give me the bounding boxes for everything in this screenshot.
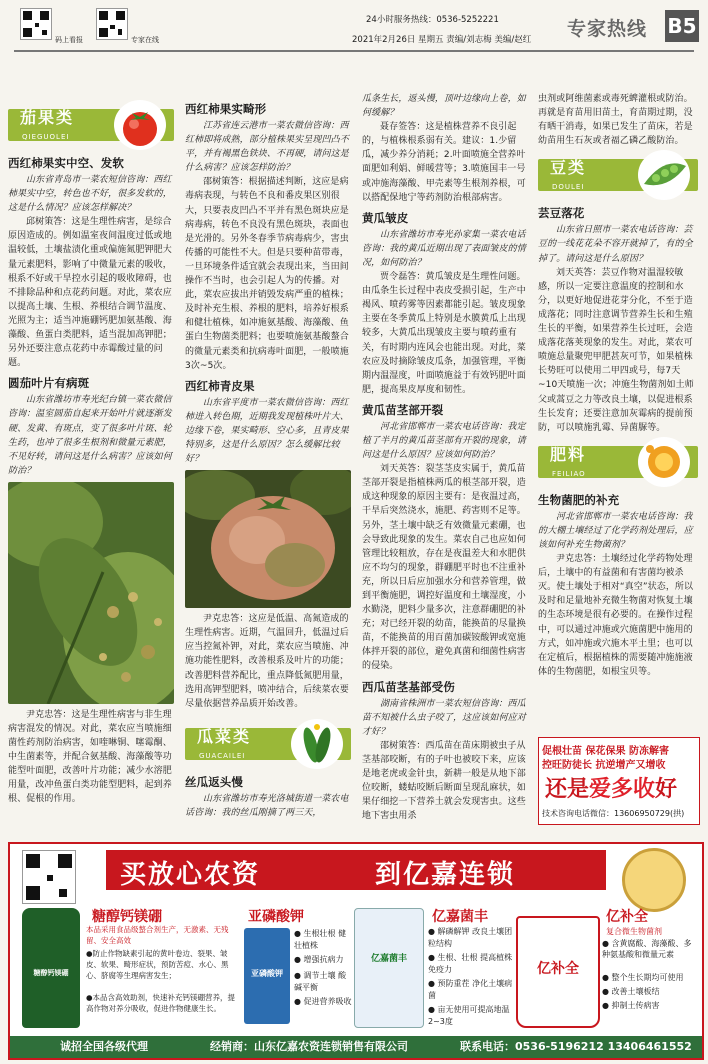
promo-contact: 技术咨询电话微信：13606950729(拱) [542,809,685,818]
section-banner-qieguolei [8,100,174,150]
bottle-label: 糖醇钙镁硼 [33,969,69,977]
dateline: 2021年2月26日 星期五 责编/刘志梅 美编/赵红 [352,35,532,45]
product-bullet: ● 增强抗病力 [294,955,344,964]
article-title: 西红柿青皮果 [185,378,255,393]
column-3 [362,92,528,823]
article-question: 山东省平度市一菜农微信咨询：西红柿进入转色期，近期我发现植株叶片大、边缘下卷，果实畸形、空心多，且青皮果特别多，这是什么原因？怎么缓解比较好？ [185,397,349,465]
article-question: 山东省潍坊市寿光孙家集一菜农电话咨询：我的黄瓜近期出现了表面皱皮的情况，如何防治？ [362,229,526,268]
product-tangchun[interactable] [20,902,238,1032]
cucumber-icon [291,719,343,769]
section-title: 茄果类 [20,108,75,127]
article-question: 瓜条生长，返头慢，顶叶边缘向上卷，如何缓解？ [362,94,526,119]
section-pinyin: QIEGUOLEI [22,133,70,141]
bag-label: 亚磷酸钾 [251,969,283,978]
product-bullet: ● 促进营养吸收 [294,997,352,1006]
product-bullet: ● 生根壮根 健壮植株 [294,929,347,950]
bag-label: 亿嘉菌丰 [370,954,407,964]
product-bullet: ● 预防重茬 净化土壤病菌 [428,979,513,1000]
product-bullet: ●防止作物缺素引起的黄叶卷边、裂果、皱皮、软果、畸形症状，预防苦痘、水心、黑心、脐腐等生理病害发生； [86,949,229,980]
article-title: 芸豆落花 [538,206,585,221]
article-title: 西红柿果实中空、发软 [8,156,124,170]
product-subtitle: 复合微生物菌剂 [606,927,662,936]
section-banner-doulei [538,150,698,200]
product-bullet: ●本品含高效助剂，快速补充钙镁硼营养，提高作物对养分吸收，促进作物健康生长。 [86,993,236,1013]
ad-footer-left: 诚招全国各级代理 [60,1040,148,1053]
section-pinyin: DOULEI [552,183,585,192]
article-title: 生物菌肥的补充 [538,492,620,507]
promo-brand-post: 好 [655,777,678,802]
section-title: 肥料 [550,444,587,464]
product-bullet: ● 亩无使用可提高地温2~3度 [428,1005,510,1026]
product-bullet: ● 抑制土传病害 [602,1001,660,1010]
article-title: 西瓜苗茎基部受伤 [362,679,455,694]
article-question: 山东省青岛市一菜农短信咨询：西红柿果实中空，转色也不好，很多发软的，这是什么情况？应该怎样解决？ [8,175,172,214]
qr1-label: 码上看报 [55,36,83,44]
page-number: B5 [665,10,699,42]
article-answer: 尹克忠答：这应是低温、高氮造成的生理性病害。近期，气温回升，低温过后应当控氮补钾，对此，菜农应当喷施、冲施功能性肥料，改善根系及叶片的功能；改善肥料营养配比，重点降低氮肥用量，选用高钾型肥料，喷冲结合，后续菜农要尽量依据营养品质开始改善。 [185,614,349,709]
product-bag-image [244,928,290,1024]
product-name: 糖醇钙镁硼 [92,909,162,925]
product-name: 亿嘉菌丰 [432,909,488,925]
product-name: 亿补全 [606,909,648,925]
product-bullet: ● 解磷解钾 改良土壤团粒结构 [428,927,513,948]
ad-qr-code[interactable] [22,850,76,904]
product-yibuquan[interactable] [516,902,696,1032]
article-title: 西红柿果实畸形 [185,102,267,116]
promo-line-1: 促根壮苗 保花保果 防冻解害 [542,746,669,757]
promo-line-2: 控旺防徒长 抗逆增产又增收 [542,760,666,771]
product-bottle-image [22,908,80,1028]
column-1 [8,98,174,807]
article-question: 山东省日照市一菜农电话咨询：芸豆的一线花花朵不容开就掉了，有的全掉了。请问这是什么原因？ [538,225,693,264]
qr-code-news[interactable] [20,8,52,40]
pea-pod-icon [638,150,690,200]
section-pinyin: FEILIAO [552,469,586,478]
article-answer: 聂存签答：这是植株营养不良引起的，与植株根系弱有关。建议：1.少留瓜，减少养分消耗；2.叶面喷施全营养叶面肥如利娟、鲜暖营等；3.喷施国丰一号或冲施海藻酸、甲壳素等生根剂养根，可以搭配保地宁等药剂防治根部病害。 [362,122,526,203]
article-answer: 邵树策答：西瓜苗在苗床期被虫子从茎基部咬断，有的子叶也被咬下来，应该是地老虎或金针虫，新耕一般是从地下部位咬断，蝼蛄咬断后断面呈现乱麻状，如果仔细挖一下营养土就会发现害虫。这些地下害虫用杀 [362,740,526,822]
header-rule [14,50,694,52]
product-bullet: ● 整个生长期均可使用 [602,973,684,982]
article-answer: 贾令磊答：黄瓜皱皮是生理性问题。由瓜条生长过程中表皮受损引起，生产中褐风、喷药雾等因素都能引起。皱皮现象主要在冬季黄瓜上特别是水膜黄瓜上出现较多，大黄瓜出现皱皮主要与喷药重有关，有时期内连风会也能出现。对此，菜农应及时摘除皱皮瓜条，加强管理，平衡期内温湿度，叶面喷施益于有效钙肥叶面肥，提高果皮厚度和韧性。 [362,272,526,395]
section-title: 瓜菜类 [197,726,252,746]
hotline: 24小时服务热线：0536-5252221 [366,15,499,25]
product-yijiajunfeng[interactable] [354,902,514,1032]
pail-label: 亿补全 [537,961,579,977]
section-title: 豆类 [550,158,587,178]
article-answer: 尹克忠答：土壤经过化学药物处理后，土壤中的有益菌和有害菌均被杀灭。使土壤处于相对“真空”状态，所以及时和足量地补充微生物菌对恢复土壤的生态环境是很有必要的。在操作过程中，可以通过冲施或穴施菌肥中施用的方式，如冲施或穴施木平土里；也可以在定植后，根据植株的需要随冲施施液体的生物菌肥，如根宝贝等。 [538,554,694,677]
article-title: 圆茄叶片有病斑 [8,376,90,391]
article-title: 丝瓜返头慢 [185,774,243,789]
product-bullet: ● 含黄腐酸、海藻酸、多种氨基酸和微量元素 [602,939,692,959]
product-yalinsuanjia[interactable] [242,902,352,1032]
article-answer: 刘天英答：芸豆作物对温湿较敏感，所以一定要注意温度的控制和水分，以更好地促进花芽分化，不至于造成落花；同时注意调节营养生长和生殖生长的平衡，如果营养生长过旺，会造成落花落荚现象的发生。对此，菜农可喷施总量聚兜甲肥甚灰可节，如果植株长势旺可以使用二甲四或号，每7天~10天喷施一次；冲施生物菌剂如土师父或蒿豆之力等改良土壤，以促进根系生长发育；还要注意加灰霉病的提前预防，可以喷施乳霉、异菌脲等。 [538,267,694,433]
promo-brand [545,772,677,803]
section-pinyin: GUACAILEI [199,751,246,760]
eggplant-leaf-photo [8,482,174,704]
promo-brand-name: 爱多收 [589,777,656,802]
product-name: 亚磷酸钾 [248,909,304,925]
tomato-icon [114,100,166,150]
product-bullet: ● 改善土壤板结 [602,987,660,996]
column-2 [185,96,351,820]
article-question: 山东省潍坊市寿光纪台镇一菜农微信咨询：温室圆茄自起来开始叶片就逐渐发硬、发黄、有斑点，变了很多叶片斑、轮生药，也冲了很多生根剂和微量元素肥，不见好转，请问这是什么病害？应该如何防治？ [8,395,172,476]
product-bag-image [354,908,424,1028]
qr-code-expert[interactable] [96,8,128,40]
article-answer: 邱树策答：这是生理性病害，是综合原因造成的。例如温室夜间温度过低或地温较低，土壤盐渍化重或偏施氮肥钾肥大量元素肥料，影响了中微量元素的吸收，根系不好或干旱控水引起的吸收障碍，也不排除品种和点花药问题。对此，菜农应以提高土壤、生根、养根结合调节温度、光照为主；适当冲施硼钙肥加氨基酸、海藻酸、鱼蛋白类肥料，适当混加高钾肥；另外还要注意点花药中赤霉酸过量的问题。 [8,217,172,369]
promo-brand-pre: 还是 [545,777,590,802]
article-answer: 刘天英答：裂茎茎皮实属于，黄瓜苗茎部开裂是指植株两瓜的根茎部开裂，造成这种现象的原因主要有：是夜温过高，干旱后突然浇水，施肥、药害则不足等。另外，茎土壤中缺乏有效微量元素硼，也会导致此现象的发生。菜农自己也应如何管理比较粗放，存在是夜温差大和水肥供应不均匀的现象，群硼肥平时也不注重补充，所以日后应加强水分和营养管理，做到平衡施肥，调控好温度和土壤湿度，小水勤浇，肥料少量多次，注意群硼肥的补充；对已经开裂的幼苗，能换苗的尽量换苗，不能换苗的用百菌加碳铵酸钾或宽施体拌开裂的部位，避免真菌和细菌性病害的侵染。 [362,464,526,672]
section-banner-guacailei [185,719,351,769]
article-answer: 邵树策答：根据描述判断，这应是病毒病表现，与转色不良和番皮果区别很大，只要表皮凹凸不平并有黑色斑块应是病毒病，转色不良没有黑色斑块，表面也是光滑的。另外冬春季节病毒病少，害虫传播的可能性不大。但是只要种苗带毒，一旦环境条件适宜就会表现出来，当田间操作不当时，也会引起人为的传播。对此，菜农应拔出并销毁发病严重的植株；及时补充生根、养根的肥料，培养好根系和健壮植株，如冲施氨基酸、海藻酸、鱼蛋白生物菌类肥料；也要喷施氨基酸螯合的微量元素类和抗病毒叶面肥，一般喷施3次~5次。 [185,177,349,371]
ad-headline-right: 到亿嘉连锁 [375,860,516,890]
product-bullet: ● 生根、壮根 提高植株免疫力 [428,953,513,974]
product-pail-image [516,916,600,1028]
section-name: 专家热线 [567,18,648,40]
ad-footer-tel: 联系电话：0536-5196212 13406461552 [460,1040,692,1053]
article-title: 黄瓜皱皮 [362,210,409,225]
article-question: 山东省潍坊市寿光洛城街道一菜农电话咨询：我的丝瓜刚摘了两三天， [185,793,349,818]
column-4 [538,92,698,679]
ad-footer-mid: 经销商：山东亿嘉农资连锁销售有限公司 [210,1040,408,1053]
product-subtitle: 本品采用食品级螯合剂生产，无激素、无残留、安全高效 [86,925,229,945]
promo-box[interactable] [538,737,700,825]
product-bullet: ● 调节土壤 酸碱平衡 [294,971,347,992]
ad-banner[interactable] [8,842,704,1060]
article-question: 湖南省株洲市一菜农短信咨询：西瓜苗不知被什么虫子咬了，这应该如何应对才好？ [362,698,526,737]
qr2-label: 专家在线 [131,36,159,44]
ad-headline-left: 买放心农资 [120,860,261,890]
green-tomato-photo [185,470,351,608]
fertilizer-icon [638,437,690,487]
article-answer: 虫剂或阿维菌素或毒死蜱灌根或防治。再就是育苗用旧苗土，育苗期过期，没有晒干消毒，如果已发生了苗床，若是幼苗用生石灰或者福乙磷乙酸防治。 [538,94,693,147]
article-question: 河北省邯郸市一菜农电话咨询：我定植了半月的黄瓜苗茎部有开裂的现象，请问这是什么原因？应该如何防治？ [362,421,526,461]
article-question: 河北省邯郸市一菜农电话咨询：我的大棚土壤经过了化学药剂处理后，应该如何补充生物菌剂？ [538,511,693,550]
section-banner-feiliao [538,437,698,487]
article-question: 江苏省连云港市一菜农微信咨询：西红柿即将成熟，部分植株果实呈现凹凸不平，并有褐黑色铁块、不再硬，请问这是什么病害？应该怎样防治？ [185,121,349,174]
article-title: 黄瓜苗茎部开裂 [362,402,444,417]
article-answer: 尹克忠答：这是生理性病害与非生理病害混发的情况。对此，菜农应当喷施细菌性药剂防治病害，如喹啉铜、噻霉酮、中生菌素等，并配合氨基酸、海藻酸等功能型叶面肥，改善叶片功能；减少水溶肥用量，改冲鱼蛋白类功能型肥料，起到养根、促根的作用。 [8,709,172,805]
